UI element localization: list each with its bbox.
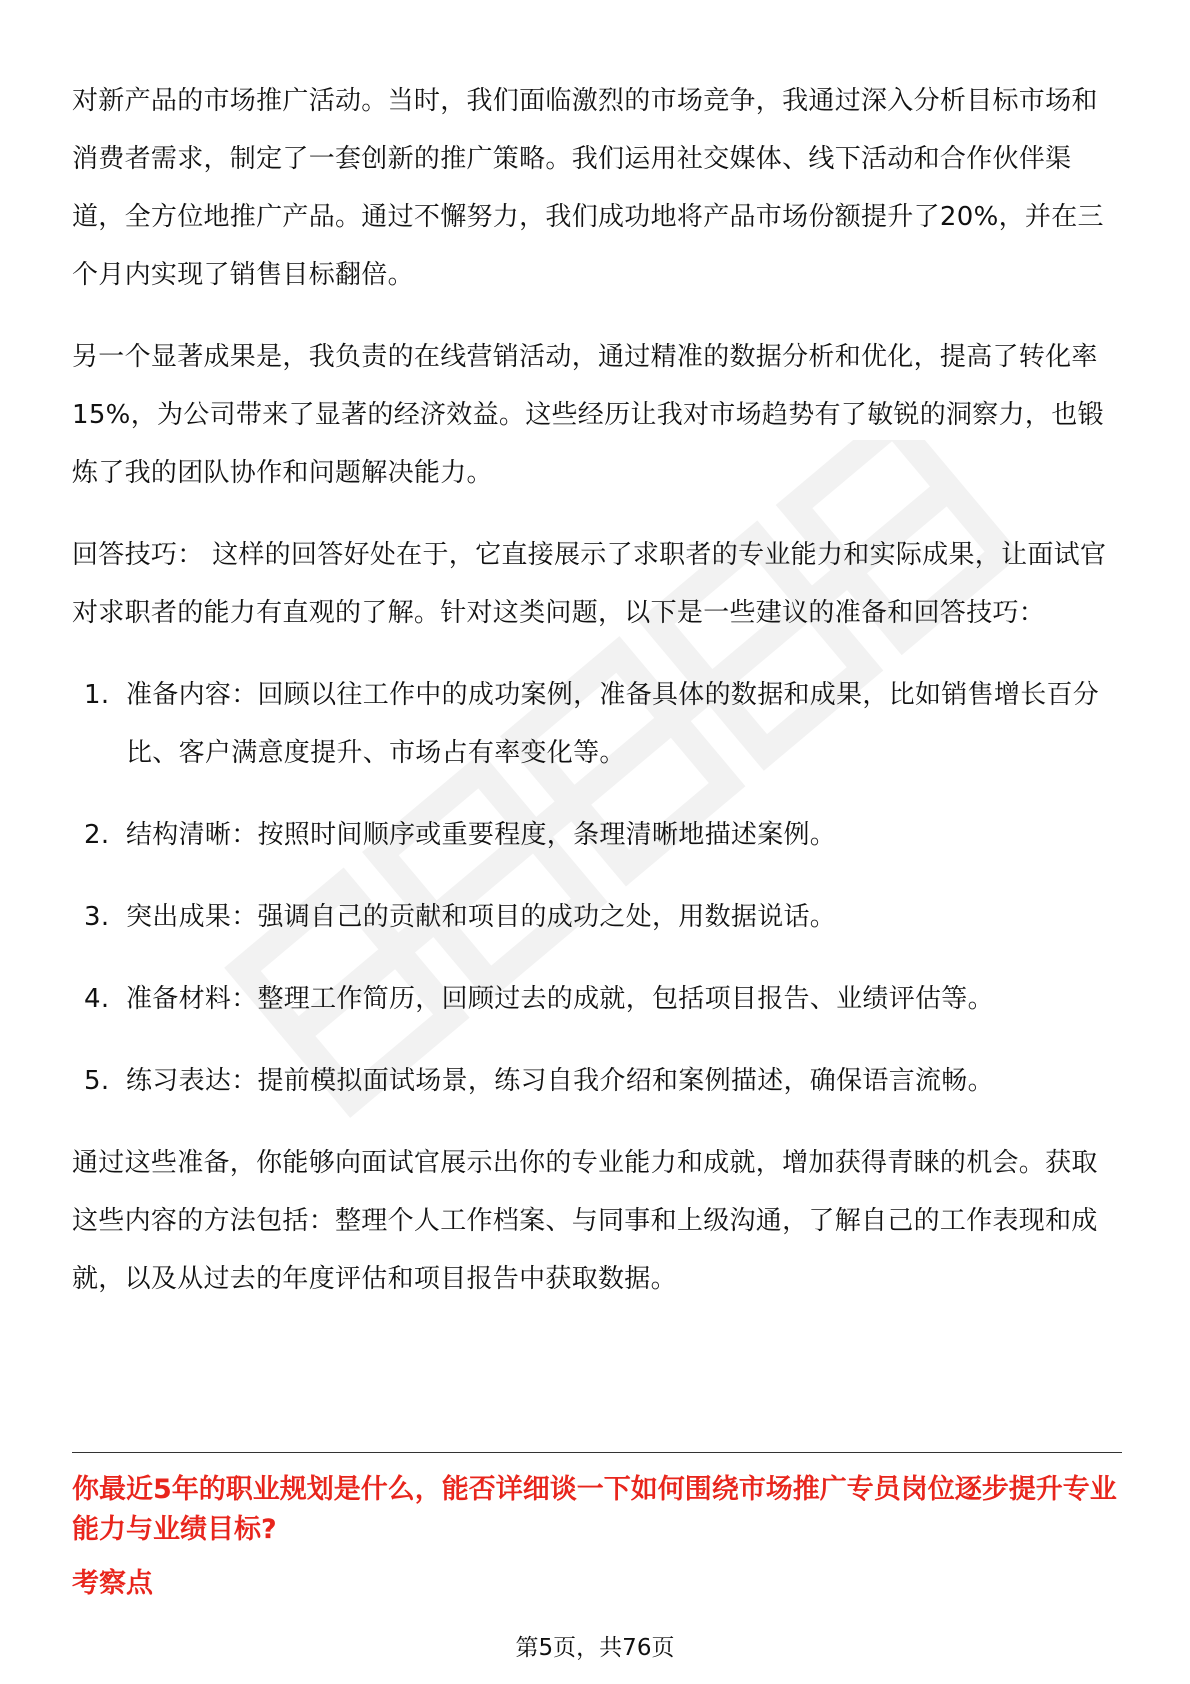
list-item-text: 练习表达：提前模拟面试场景，练习自我介绍和案例描述，确保语言流畅。 bbox=[126, 1066, 994, 1096]
list-item-number: 4. bbox=[84, 984, 110, 1014]
next-question-heading: 你最近5年的职业规划是什么，能否详细谈一下如何围绕市场推广专员岗位逐步提升专业能力与业绩目标? bbox=[72, 1474, 1117, 1545]
list-item-text: 准备材料：整理工作简历，回顾过去的成就，包括项目报告、业绩评估等。 bbox=[126, 984, 994, 1014]
list-item-number: 3. bbox=[84, 902, 110, 932]
list-item bbox=[72, 888, 1122, 946]
list-item-text: 突出成果：强调自己的贡献和项目的成功之处，用数据说话。 bbox=[126, 902, 837, 932]
page-footer: 第5页，共76页 bbox=[515, 1635, 675, 1661]
list-item bbox=[72, 970, 1122, 1028]
list-item-number: 5. bbox=[84, 1066, 110, 1096]
list-item bbox=[72, 1052, 1122, 1110]
list-item-number: 2. bbox=[84, 820, 110, 850]
section-divider bbox=[72, 1452, 1122, 1453]
paragraph-online-marketing: 另一个显著成果是，我负责的在线营销活动，通过精准的数据分析和优化，提高了转化率15%，为公司带来了显著的经济效益。这些经历让我对市场趋势有了敏锐的洞察力，也锻炼了我的团队协作和问题解决能力。 bbox=[72, 342, 1104, 488]
list-item bbox=[72, 806, 1122, 864]
list-item-text: 准备内容：回顾以往工作中的成功案例，准备具体的数据和成果，比如销售增长百分比、客户满意度提升、市场占有率变化等。 bbox=[126, 680, 1100, 768]
document-body bbox=[72, 72, 1122, 1332]
paragraph-answer-tips: 回答技巧： 这样的回答好处在于，它直接展示了求职者的专业能力和实际成果，让面试官对求职者的能力有直观的了解。针对这类问题，以下是一些建议的准备和回答技巧： bbox=[72, 540, 1107, 628]
tips-list bbox=[72, 666, 1122, 1110]
list-item-text: 结构清晰：按照时间顺序或重要程度，条理清晰地描述案例。 bbox=[126, 820, 837, 850]
list-item-number: 1. bbox=[84, 680, 110, 710]
paragraph-conclusion: 通过这些准备，你能够向面试官展示出你的专业能力和成就，增加获得青睐的机会。获取这些内容的方法包括：整理个人工作档案、与同事和上级沟通，了解自己的工作表现和成就，以及从过去的年度评估和项目报告中获取数据。 bbox=[72, 1148, 1098, 1294]
section-label-assessment-points: 考察点 bbox=[72, 1568, 153, 1599]
list-item bbox=[72, 666, 1122, 782]
paragraph-marketing-campaign: 对新产品的市场推广活动。当时，我们面临激烈的市场竞争，我通过深入分析目标市场和消费者需求，制定了一套创新的推广策略。我们运用社交媒体、线下活动和合作伙伴渠道，全方位地推广产品。通过不懈努力，我们成功地将产品市场份额提升了20%，并在三个月内实现了销售目标翻倍。 bbox=[72, 86, 1104, 290]
